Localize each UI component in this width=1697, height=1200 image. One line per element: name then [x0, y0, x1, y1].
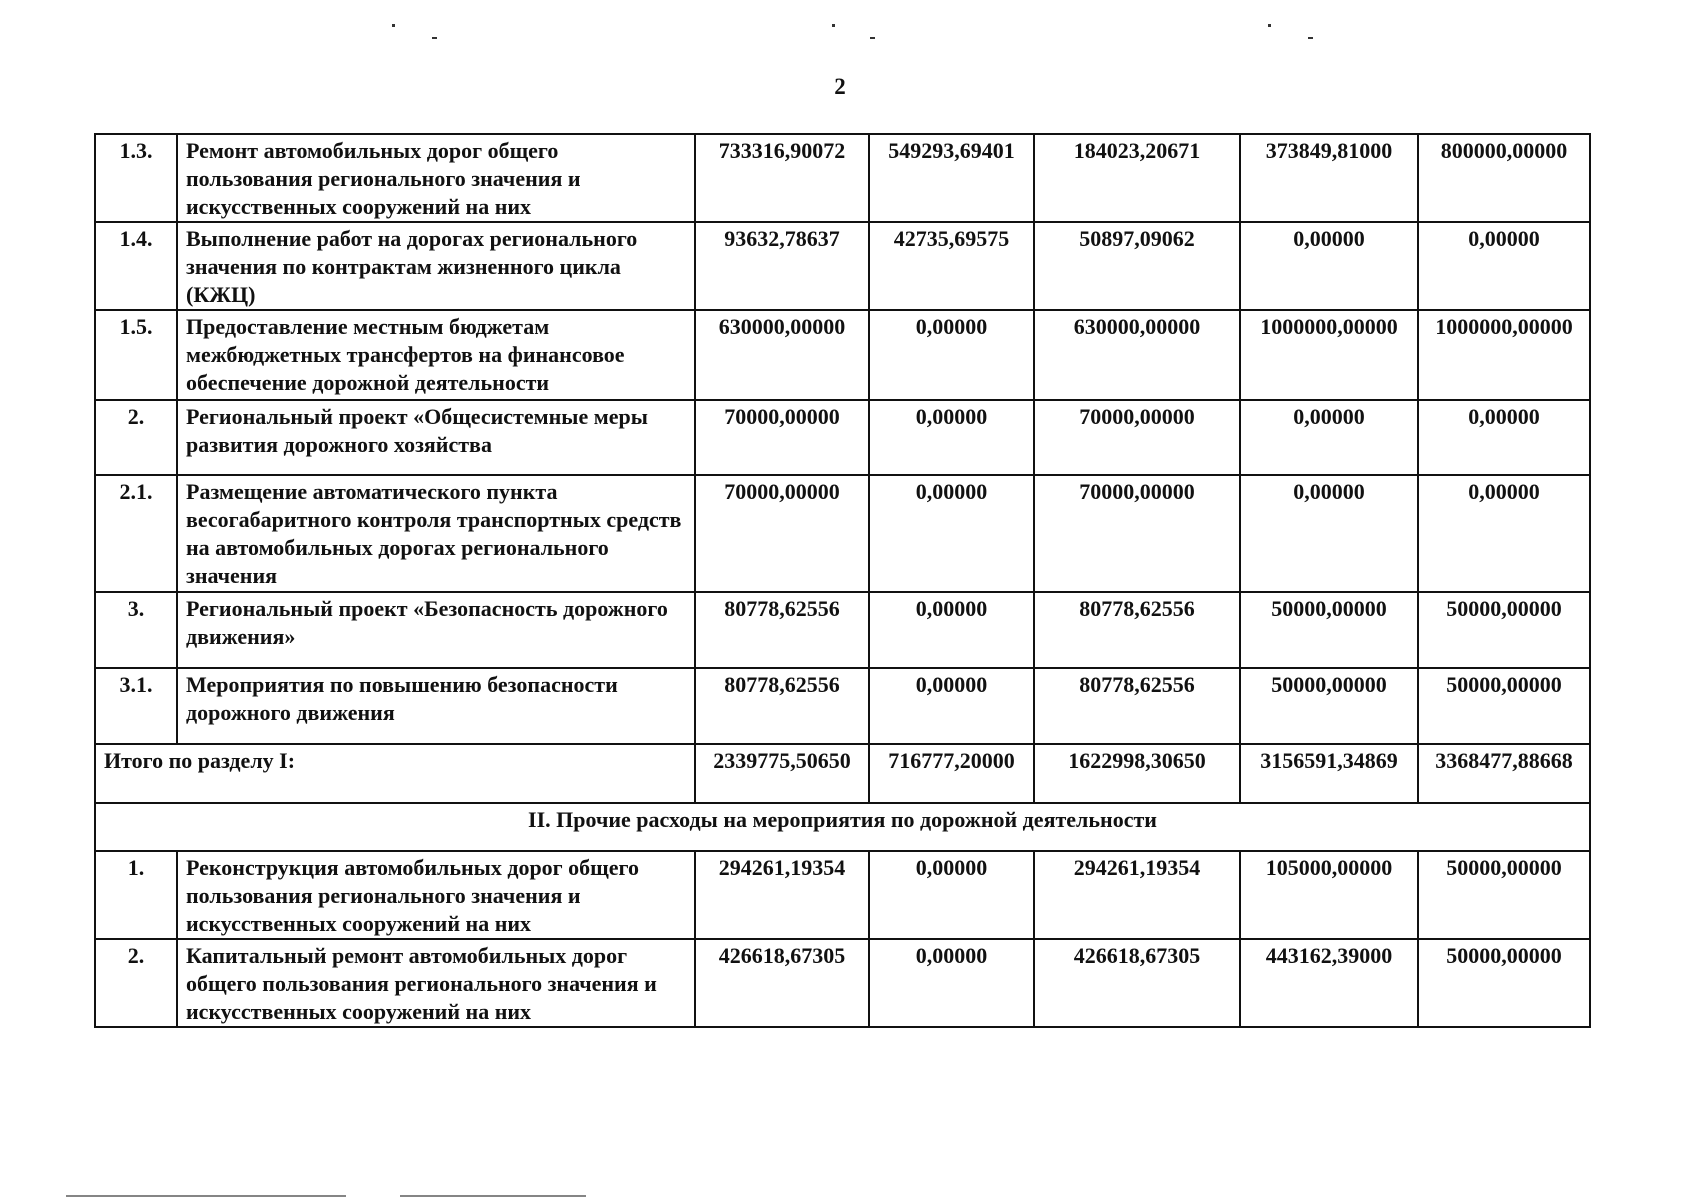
- section-heading-row: [95, 803, 1590, 851]
- table-row: [95, 851, 1590, 939]
- value-cell: 0,00000: [869, 939, 1034, 1027]
- value-cell: 50897,09062: [1034, 222, 1240, 310]
- row-number: 2.1.: [95, 475, 177, 592]
- row-description: Капитальный ремонт автомобильных дорог общего пользования регионального значения и искусственных сооружений на них: [177, 939, 695, 1027]
- scan-speck: [1308, 37, 1313, 39]
- value-cell: 0,00000: [869, 475, 1034, 592]
- page-number: 2: [834, 74, 846, 99]
- value-cell: 0,00000: [1240, 475, 1418, 592]
- total-value-cell: 3368477,88668: [1418, 744, 1590, 803]
- value-cell: 70000,00000: [695, 475, 869, 592]
- row-number: 3.1.: [95, 668, 177, 744]
- row-description: Мероприятия по повышению безопасности дорожного движения: [177, 668, 695, 744]
- value-cell: 0,00000: [1418, 475, 1590, 592]
- value-cell: 0,00000: [1418, 222, 1590, 310]
- scan-speck: [832, 24, 835, 27]
- row-description: Выполнение работ на дорогах регионального значения по контрактам жизненного цикла (КЖЦ): [177, 222, 695, 310]
- value-cell: 0,00000: [869, 400, 1034, 475]
- value-cell: 0,00000: [1240, 222, 1418, 310]
- table-row: [95, 222, 1590, 310]
- row-description: Региональный проект «Безопасность дорожного движения»: [177, 592, 695, 668]
- scan-line: [66, 1195, 346, 1197]
- scan-speck: [432, 37, 437, 39]
- row-number: 1.4.: [95, 222, 177, 310]
- total-value-cell: 2339775,50650: [695, 744, 869, 803]
- value-cell: 294261,19354: [695, 851, 869, 939]
- table-row: [95, 668, 1590, 744]
- value-cell: 426618,67305: [1034, 939, 1240, 1027]
- value-cell: 733316,90072: [695, 134, 869, 222]
- value-cell: 0,00000: [869, 851, 1034, 939]
- row-description: Реконструкция автомобильных дорог общего пользования регионального значения и искусственных сооружений на них: [177, 851, 695, 939]
- scan-speck: [1268, 24, 1271, 27]
- value-cell: 0,00000: [1240, 400, 1418, 475]
- value-cell: 80778,62556: [1034, 592, 1240, 668]
- scan-speck: [392, 24, 395, 27]
- section-title: II. Прочие расходы на мероприятия по дорожной деятельности: [95, 803, 1590, 851]
- value-cell: 0,00000: [869, 310, 1034, 400]
- value-cell: 630000,00000: [1034, 310, 1240, 400]
- value-cell: 0,00000: [1418, 400, 1590, 475]
- value-cell: 1000000,00000: [1240, 310, 1418, 400]
- scan-line: [400, 1195, 586, 1197]
- value-cell: 1000000,00000: [1418, 310, 1590, 400]
- row-description: Предоставление местным бюджетам межбюджетных трансфертов на финансовое обеспечение дорожной деятельности: [177, 310, 695, 400]
- table-row: [95, 134, 1590, 222]
- row-number: 3.: [95, 592, 177, 668]
- value-cell: 184023,20671: [1034, 134, 1240, 222]
- scan-speck: [870, 37, 875, 39]
- value-cell: 105000,00000: [1240, 851, 1418, 939]
- value-cell: 80778,62556: [695, 668, 869, 744]
- value-cell: 93632,78637: [695, 222, 869, 310]
- value-cell: 549293,69401: [869, 134, 1034, 222]
- total-label: Итого по разделу I:: [95, 744, 695, 803]
- value-cell: 373849,81000: [1240, 134, 1418, 222]
- value-cell: 426618,67305: [695, 939, 869, 1027]
- value-cell: 0,00000: [869, 668, 1034, 744]
- value-cell: 50000,00000: [1240, 592, 1418, 668]
- value-cell: 80778,62556: [695, 592, 869, 668]
- table-row: [95, 475, 1590, 592]
- value-cell: 50000,00000: [1240, 668, 1418, 744]
- value-cell: 70000,00000: [1034, 400, 1240, 475]
- value-cell: 70000,00000: [1034, 475, 1240, 592]
- value-cell: 50000,00000: [1418, 939, 1590, 1027]
- value-cell: 0,00000: [869, 592, 1034, 668]
- row-number: 1.5.: [95, 310, 177, 400]
- table-row: [95, 939, 1590, 1027]
- total-row: [95, 744, 1590, 803]
- budget-table: [94, 133, 1591, 1028]
- table-row: [95, 592, 1590, 668]
- value-cell: 42735,69575: [869, 222, 1034, 310]
- value-cell: 800000,00000: [1418, 134, 1590, 222]
- total-value-cell: 3156591,34869: [1240, 744, 1418, 803]
- value-cell: 50000,00000: [1418, 592, 1590, 668]
- table-row: [95, 310, 1590, 400]
- value-cell: 70000,00000: [695, 400, 869, 475]
- value-cell: 50000,00000: [1418, 851, 1590, 939]
- value-cell: 630000,00000: [695, 310, 869, 400]
- row-number: 1.3.: [95, 134, 177, 222]
- row-description: Размещение автоматического пункта весогабаритного контроля транспортных средств на автомобильных дорогах регионального значения: [177, 475, 695, 592]
- value-cell: 294261,19354: [1034, 851, 1240, 939]
- row-number: 1.: [95, 851, 177, 939]
- row-description: Региональный проект «Общесистемные меры развития дорожного хозяйства: [177, 400, 695, 475]
- value-cell: 50000,00000: [1418, 668, 1590, 744]
- value-cell: 80778,62556: [1034, 668, 1240, 744]
- row-number: 2.: [95, 400, 177, 475]
- total-value-cell: 716777,20000: [869, 744, 1034, 803]
- total-value-cell: 1622998,30650: [1034, 744, 1240, 803]
- row-description: Ремонт автомобильных дорог общего пользования регионального значения и искусственных сооружений на них: [177, 134, 695, 222]
- value-cell: 443162,39000: [1240, 939, 1418, 1027]
- row-number: 2.: [95, 939, 177, 1027]
- table-row: [95, 400, 1590, 475]
